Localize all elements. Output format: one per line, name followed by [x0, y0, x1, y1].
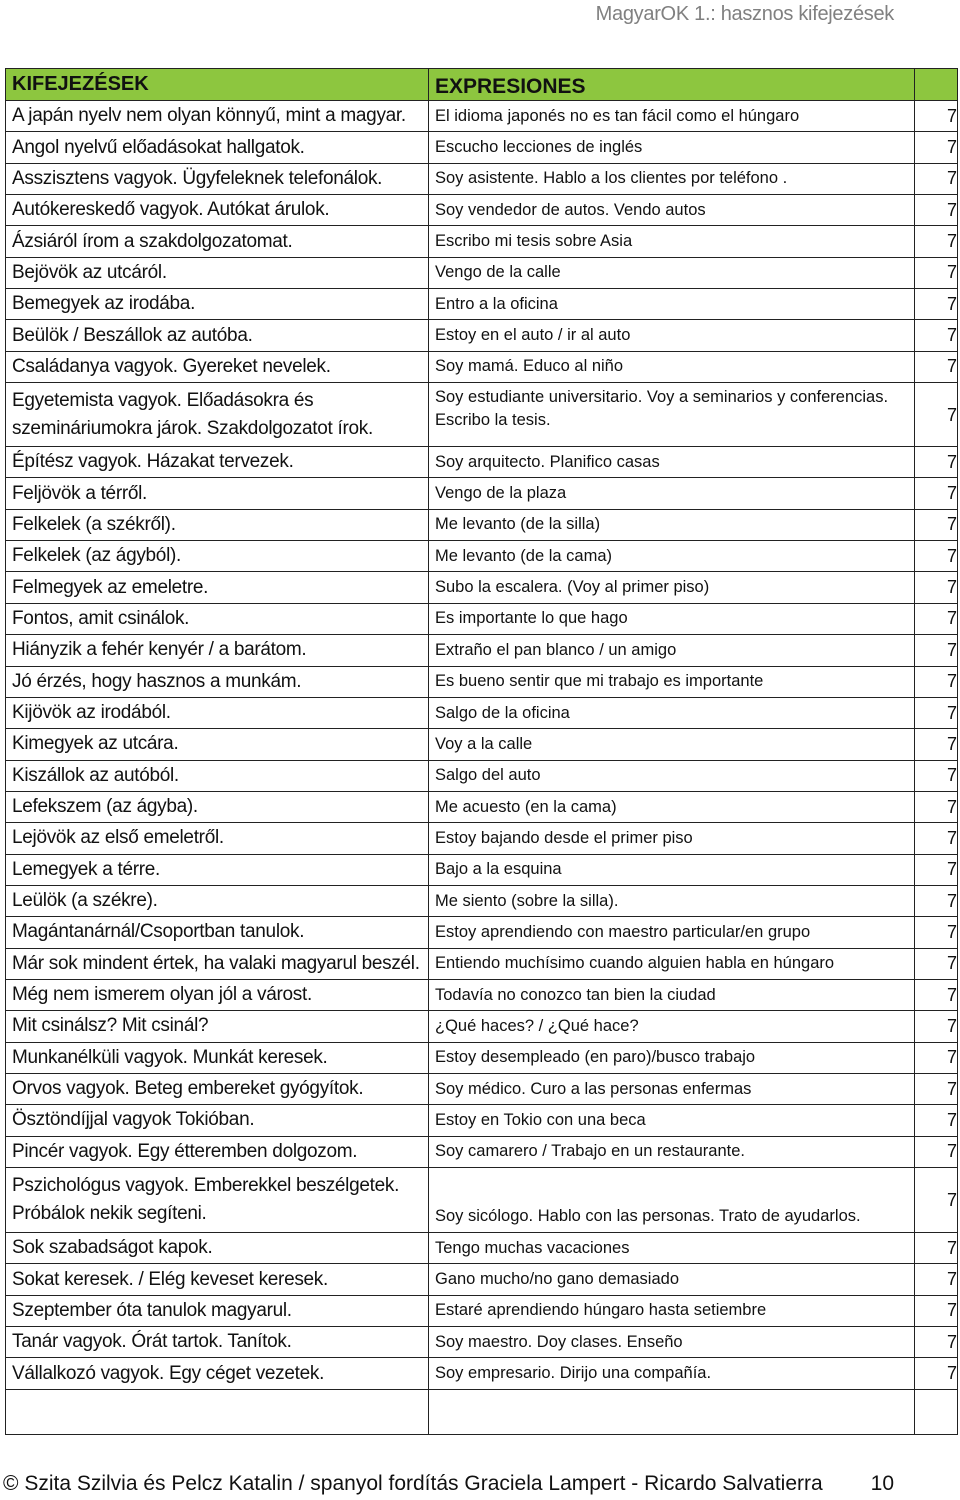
phrase-page: 7 [915, 697, 958, 728]
table-row [6, 1136, 958, 1167]
phrase-hungarian: Pincér vagyok. Egy étteremben dolgozom. [6, 1136, 429, 1167]
phrase-page: 7 [915, 791, 958, 822]
table-row [6, 289, 958, 320]
phrase-spanish: El idioma japonés no es tan fácil como el húngaro [429, 101, 915, 132]
table-row [6, 320, 958, 351]
phrase-hungarian: Fontos, amit csinálok. [6, 603, 429, 634]
phrase-hungarian: Ázsiáról írom a szakdolgozatomat. [6, 226, 429, 257]
phrase-hungarian: Magántanárnál/Csoportban tanulok. [6, 917, 429, 948]
phrase-hungarian: Sokat keresek. / Elég keveset keresek. [6, 1264, 429, 1295]
table-row [6, 447, 958, 478]
table-row [6, 478, 958, 509]
phrase-spanish: Estoy en Tokio con una beca [429, 1105, 915, 1136]
table-row [6, 541, 958, 572]
phrase-page: 7 [915, 1358, 958, 1389]
phrase-hungarian: Leülök (a székre). [6, 885, 429, 916]
phrase-hungarian: Pszichológus vagyok. Emberekkel beszélgetek. Próbálok nekik segíteni. [6, 1168, 429, 1233]
phrase-hungarian: Ösztöndíjjal vagyok Tokióban. [6, 1105, 429, 1136]
phrase-hungarian: Lejövök az első emeletről. [6, 823, 429, 854]
phrase-spanish: Todavía no conozco tan bien la ciudad [429, 979, 915, 1010]
phrase-spanish: Soy camarero / Trabajo en un restaurante. [429, 1136, 915, 1167]
phrase-hungarian: Asszisztens vagyok. Ügyfeleknek telefonálok. [6, 163, 429, 194]
table-row [6, 1073, 958, 1104]
phrase-spanish: Estaré aprendiendo húngaro hasta setiembre [429, 1295, 915, 1326]
phrase-hungarian: Bemegyek az irodába. [6, 289, 429, 320]
phrase-spanish: Escribo mi tesis sobre Asia [429, 226, 915, 257]
table-empty-row [6, 1389, 958, 1434]
phrase-page: 7 [915, 979, 958, 1010]
phrase-hungarian: Szeptember óta tanulok magyarul. [6, 1295, 429, 1326]
phrase-page: 7 [915, 729, 958, 760]
phrase-spanish: Extraño el pan blanco / un amigo [429, 635, 915, 666]
phrase-hungarian: Lefekszem (az ágyba). [6, 791, 429, 822]
phrase-hungarian: Mit csinálsz? Mit csinál? [6, 1011, 429, 1042]
phrase-spanish: Salgo del auto [429, 760, 915, 791]
table-row [6, 1105, 958, 1136]
table-row [6, 635, 958, 666]
phrase-hungarian: Jó érzés, hogy hasznos a munkám. [6, 666, 429, 697]
phrase-spanish: Soy vendedor de autos. Vendo autos [429, 195, 915, 226]
phrase-spanish: Es importante lo que hago [429, 603, 915, 634]
table-row [6, 603, 958, 634]
table-header-row [6, 69, 958, 101]
phrase-page: 7 [915, 635, 958, 666]
phrase-page: 7 [915, 1295, 958, 1326]
phrase-page: 7 [915, 1136, 958, 1167]
phrase-page: 7 [915, 101, 958, 132]
table-row [6, 1295, 958, 1326]
phrase-spanish: Soy maestro. Doy clases. Enseño [429, 1327, 915, 1358]
phrase-page: 7 [915, 1042, 958, 1073]
phrase-hungarian: Még nem ismerem olyan jól a várost. [6, 979, 429, 1010]
table-row [6, 1327, 958, 1358]
phrase-hungarian: Orvos vagyok. Beteg embereket gyógyítok. [6, 1073, 429, 1104]
phrase-spanish: Bajo a la esquina [429, 854, 915, 885]
phrase-spanish: Es bueno sentir que mi trabajo es importante [429, 666, 915, 697]
phrase-page: 7 [915, 603, 958, 634]
phrase-hungarian: Kimegyek az utcára. [6, 729, 429, 760]
phrase-page: 7 [915, 1073, 958, 1104]
phrase-page: 7 [915, 1105, 958, 1136]
table-row [6, 666, 958, 697]
phrase-page: 7 [915, 1264, 958, 1295]
phrase-spanish: Estoy bajando desde el primer piso [429, 823, 915, 854]
phrase-page: 7 [915, 1327, 958, 1358]
table-row [6, 885, 958, 916]
phrase-spanish: Me siento (sobre la silla). [429, 885, 915, 916]
phrase-spanish: Soy arquitecto. Planifico casas [429, 447, 915, 478]
phrase-page: 7 [915, 351, 958, 382]
phrase-page: 7 [915, 541, 958, 572]
table-row [6, 948, 958, 979]
phrase-page: 7 [915, 383, 958, 447]
phrase-hungarian: Hiányzik a fehér kenyér / a barátom. [6, 635, 429, 666]
phrase-hungarian: A japán nyelv nem olyan könnyű, mint a magyar. [6, 101, 429, 132]
empty-cell [6, 1389, 429, 1434]
phrase-hungarian: Felmegyek az emeletre. [6, 572, 429, 603]
phrase-hungarian: Egyetemista vagyok. Előadásokra és szemináriumokra járok. Szakdolgozatot írok. [6, 383, 429, 447]
phrase-page: 7 [915, 1011, 958, 1042]
phrase-hungarian: Bejövök az utcáról. [6, 257, 429, 288]
phrase-hungarian: Angol nyelvű előadásokat hallgatok. [6, 132, 429, 163]
table-row [6, 195, 958, 226]
column-header-page [915, 69, 958, 101]
table-row [6, 729, 958, 760]
copyright-icon: © [3, 1472, 19, 1495]
phrase-spanish: Subo la escalera. (Voy al primer piso) [429, 572, 915, 603]
table-row [6, 791, 958, 822]
phrase-spanish: Vengo de la plaza [429, 478, 915, 509]
phrase-page: 7 [915, 163, 958, 194]
footer-credits: Szita Szilvia és Pelcz Katalin / spanyol fordítás Graciela Lampert - Ricardo Salvatierra [24, 1472, 823, 1495]
phrase-spanish: ¿Qué haces? / ¿Qué hace? [429, 1011, 915, 1042]
phrase-hungarian: Munkanélküli vagyok. Munkát keresek. [6, 1042, 429, 1073]
table-row [6, 760, 958, 791]
phrase-hungarian: Vállalkozó vagyok. Egy céget vezetek. [6, 1358, 429, 1389]
phrase-spanish: Me levanto (de la cama) [429, 541, 915, 572]
page-footer [0, 1470, 960, 1498]
empty-cell [915, 1389, 958, 1434]
phrase-page: 7 [915, 760, 958, 791]
phrase-spanish: Me levanto (de la silla) [429, 509, 915, 540]
table-row [6, 509, 958, 540]
table-row [6, 697, 958, 728]
table-row [6, 1168, 958, 1233]
phrase-page: 7 [915, 289, 958, 320]
phrase-page: 7 [915, 447, 958, 478]
phrase-page: 7 [915, 572, 958, 603]
phrase-spanish: Soy mamá. Educo al niño [429, 351, 915, 382]
phrase-spanish: Estoy aprendiendo con maestro particular/en grupo [429, 917, 915, 948]
phrase-hungarian: Feljövök a térről. [6, 478, 429, 509]
table-row [6, 132, 958, 163]
table-row [6, 917, 958, 948]
phrase-hungarian: Autókereskedő vagyok. Autókat árulok. [6, 195, 429, 226]
phrase-spanish: Me acuesto (en la cama) [429, 791, 915, 822]
phrase-spanish: Soy asistente. Hablo a los clientes por teléfono . [429, 163, 915, 194]
phrase-page: 7 [915, 917, 958, 948]
phrase-spanish: Soy médico. Curo a las personas enfermas [429, 1073, 915, 1104]
empty-cell [429, 1389, 915, 1434]
phrase-page: 7 [915, 509, 958, 540]
phrase-page: 7 [915, 666, 958, 697]
phrase-spanish: Escucho lecciones de inglés [429, 132, 915, 163]
phrase-page: 7 [915, 885, 958, 916]
phrase-page: 7 [915, 257, 958, 288]
phrase-hungarian: Sok szabadságot kapok. [6, 1233, 429, 1264]
table-row [6, 1011, 958, 1042]
phrase-page: 7 [915, 320, 958, 351]
phrase-page: 7 [915, 854, 958, 885]
column-header-spanish: EXPRESIONES [429, 69, 915, 101]
phrase-spanish: Soy sicólogo. Hablo con las personas. Trato de ayudarlos. [429, 1168, 915, 1233]
phrase-page: 7 [915, 948, 958, 979]
phrase-page: 7 [915, 132, 958, 163]
phrase-spanish: Entro a la oficina [429, 289, 915, 320]
table-row [6, 572, 958, 603]
page-number: 10 [870, 1472, 894, 1495]
phrase-spanish: Estoy desempleado (en paro)/busco trabajo [429, 1042, 915, 1073]
phrase-page: 7 [915, 226, 958, 257]
phrase-spanish: Vengo de la calle [429, 257, 915, 288]
table-row [6, 226, 958, 257]
phrase-hungarian: Kijövök az irodából. [6, 697, 429, 728]
table-row [6, 1264, 958, 1295]
table-row [6, 1358, 958, 1389]
table-row [6, 351, 958, 382]
phrase-spanish: Voy a la calle [429, 729, 915, 760]
phrase-hungarian: Már sok mindent értek, ha valaki magyarul beszél. [6, 948, 429, 979]
phrase-hungarian: Lemegyek a térre. [6, 854, 429, 885]
phrase-table-body [6, 69, 958, 1435]
phrase-hungarian: Építész vagyok. Házakat tervezek. [6, 447, 429, 478]
phrase-hungarian: Beülök / Beszállok az autóba. [6, 320, 429, 351]
table-row [6, 383, 958, 447]
phrase-spanish: Salgo de la oficina [429, 697, 915, 728]
table-row [6, 1233, 958, 1264]
phrase-spanish: Soy empresario. Dirijo una compañía. [429, 1358, 915, 1389]
phrase-hungarian: Felkelek (a székről). [6, 509, 429, 540]
phrase-page: 7 [915, 1168, 958, 1233]
phrase-hungarian: Kiszállok az autóból. [6, 760, 429, 791]
phrase-page: 7 [915, 1233, 958, 1264]
table-row [6, 854, 958, 885]
table-row [6, 823, 958, 854]
table-row [6, 979, 958, 1010]
table-row [6, 163, 958, 194]
page-header-title: MagyarOK 1.: hasznos kifejezések [595, 3, 894, 25]
phrase-page: 7 [915, 195, 958, 226]
phrase-table [5, 68, 958, 1435]
table-row [6, 1042, 958, 1073]
phrase-page: 7 [915, 823, 958, 854]
phrase-spanish: Tengo muchas vacaciones [429, 1233, 915, 1264]
phrase-hungarian: Tanár vagyok. Órát tartok. Tanítok. [6, 1327, 429, 1358]
phrase-hungarian: Családanya vagyok. Gyereket nevelek. [6, 351, 429, 382]
table-row [6, 101, 958, 132]
phrase-page: 7 [915, 478, 958, 509]
phrase-hungarian: Felkelek (az ágyból). [6, 541, 429, 572]
phrase-spanish: Entiendo muchísimo cuando alguien habla en húngaro [429, 948, 915, 979]
phrase-spanish: Gano mucho/no gano demasiado [429, 1264, 915, 1295]
phrase-spanish: Soy estudiante universitario. Voy a seminarios y conferencias. Escribo la tesis. [429, 383, 915, 447]
table-row [6, 257, 958, 288]
phrase-spanish: Estoy en el auto / ir al auto [429, 320, 915, 351]
column-header-hungarian: KIFEJEZÉSEK [6, 69, 429, 101]
